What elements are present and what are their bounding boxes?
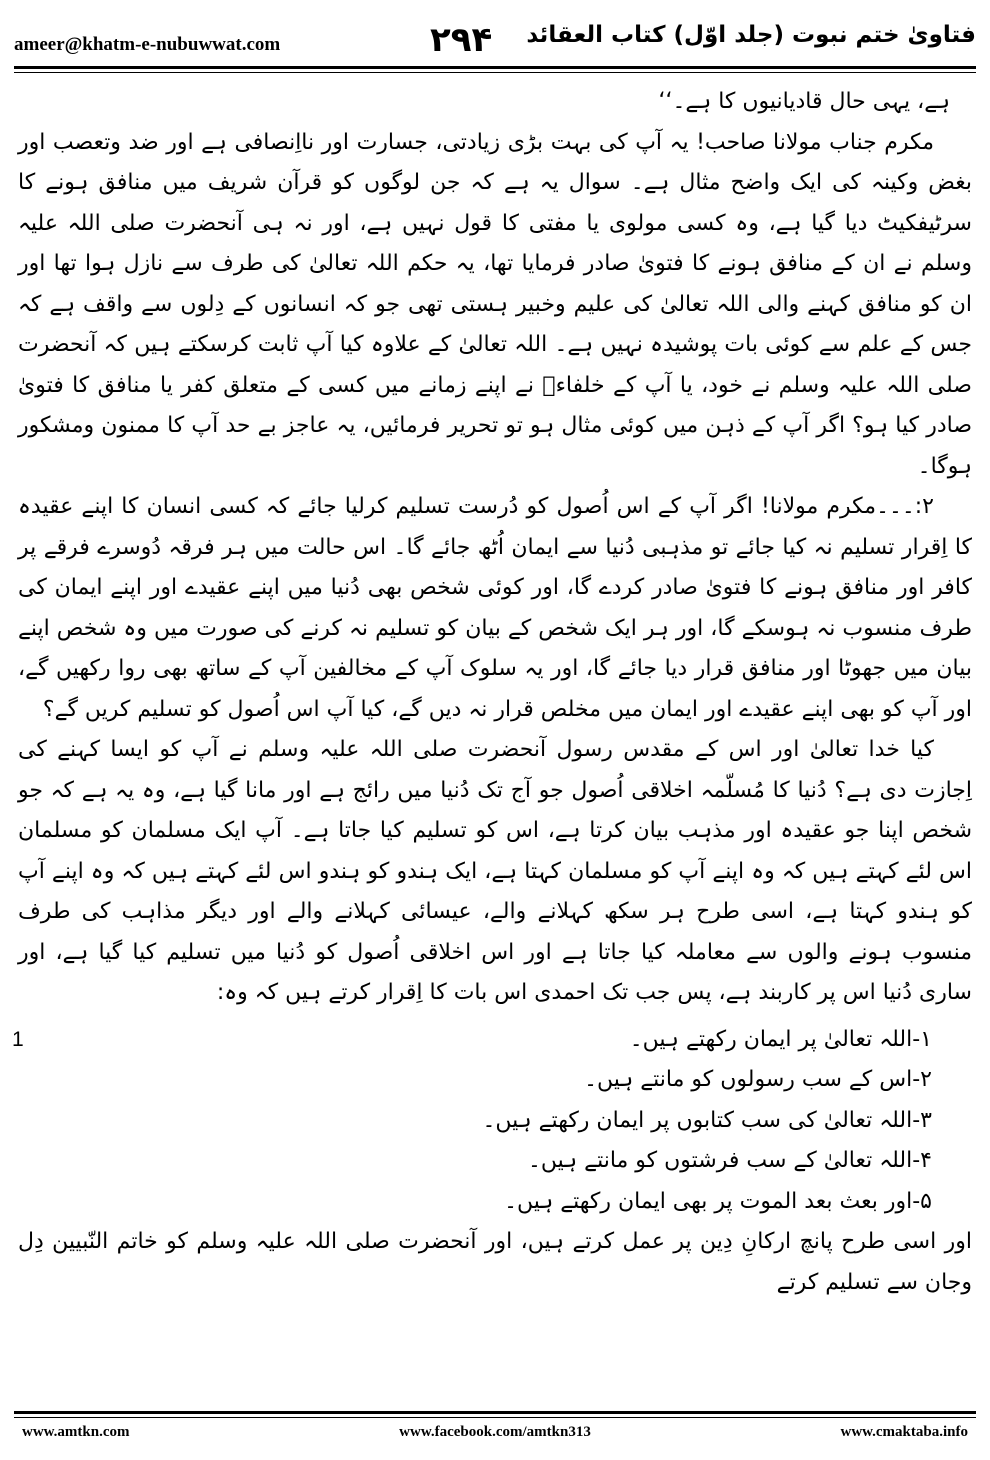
footer-link-facebook[interactable]: www.facebook.com/amtkn313 [399, 1424, 591, 1440]
list-item-text: ۴-اللہ تعالیٰ کے سب فرشتوں کو مانتے ہیں۔ [528, 1148, 932, 1173]
page-footer [14, 1424, 976, 1446]
closing-line: اور اسی طرح پانچ ارکانِ دِین پر عمل کرتے ہیں، اور آنحضرت صلی اللہ علیہ وسلم کو خاتم النّبیین دِل وجان سے تسلیم کرتے [18, 1229, 972, 1295]
book-title: فتاویٰ ختم نبوت (جلد اوّل) کتاب العقائد [526, 22, 976, 48]
belief-list [12, 1020, 972, 1223]
list-item-text: ۳-اللہ تعالیٰ کی سب کتابوں پر ایمان رکھتے ہیں۔ [482, 1107, 932, 1133]
page-header [14, 14, 976, 74]
paragraph: کیا خدا تعالیٰ اور اس کے مقدس رسول آنحضرت صلی اللہ علیہ وسلم نے آپ کو ایسا کہنے کی اِجازت دی ہے؟ دُنیا کا مُسلّمہ اخلاقی اُصول جو آج تک دُنیا میں رائج ہے اور مانا گیا ہے، وہ یہ ہے کہ جو شخص اپنا جو عقیدہ اور مذہب بیان کرتا ہے، اس کو تسلیم کیا جاتا ہے۔ آپ ایک مسلمان کو مسلمان اس لئے کہتے ہیں کہ وہ اپنے آپ کو مسلمان کہتا ہے، ایک ہندو کو ہندو اس لئے کہتے ہیں کہ وہ اپنے آپ کو ہندو کہتا ہے، اسی طرح ہر سکھ کہلانے والے، عیسائی کہلانے والے اور دیگر مذاہب کی طرف منسوب ہونے والوں سے معاملہ کیا جاتا ہے اور اس اخلاقی اُصول کو دُنیا میں تسلیم کیا گیا ہے، اور ساری دُنیا اس پر کاربند ہے، پس جب تک احمدی اس بات کا اِقرار کرتے ہیں کہ وہ: [18, 737, 972, 1005]
list-item [18, 1101, 972, 1142]
list-item [18, 1060, 972, 1101]
page-number: ۲۹۴ [430, 20, 493, 60]
paragraph: ۲:۔۔۔مکرم مولانا! اگر آپ کے اس اُصول کو دُرست تسلیم کرلیا جائے کہ کسی انسان کا اپنے عقیدہ کا اِقرار تسلیم نہ کیا جائے تو مذہبی دُنیا سے ایمان اُٹھ جائے گا۔ اس حالت میں ہر فرقہ دُوسرے فرقے پر کافر اور منافق ہونے کا فتویٰ صادر کردے گا، اور کوئی شخص بھی دُنیا میں اپنے عقیدے اور اپنے ایمان کی طرف منسوب نہ ہوسکے گا، اور ہر ایک شخص کے بیان کو تسلیم نہ کرنے کی صورت میں وہ شخص اپنے بیان میں جھوٹا اور منافق قرار دیا جائے گا، اور یہ سلوک آپ کے مخالفین آپ کے ساتھ بھی روا رکھیں گے، اور آپ کو بھی اپنے عقیدے اور ایمان میں مخلص قرار نہ دیں گے، کیا آپ اس اُصول کو تسلیم کریں گے؟ [18, 494, 972, 722]
paragraph: ہے، یہی حال قادیانیوں کا ہے۔‘‘ [658, 89, 950, 114]
header-rule-thick [14, 66, 976, 69]
footer-rule-thin [14, 1417, 976, 1418]
list-item-text: ۵-اور بعث بعد الموت پر بھی ایمان رکھتے ہیں۔ [504, 1188, 932, 1214]
list-item-text: ۱-اللہ تعالیٰ پر ایمان رکھتے ہیں۔ [629, 1026, 932, 1052]
header-email: ameer@khatm-e-nubuwwat.com [14, 34, 281, 55]
footer-link-amtkn[interactable]: www.amtkn.com [22, 1424, 130, 1440]
list-item [18, 1141, 972, 1182]
footer-rule-thick [14, 1411, 976, 1414]
body-text [12, 82, 972, 1303]
paragraph: مکرم جناب مولانا صاحب! یہ آپ کی بہت بڑی زیادتی، جسارت اور نااِنصافی ہے اور ضد وتعصب اور بغض وکینہ کی ایک واضح مثال ہے۔ سوال یہ ہے کہ جن لوگوں کو قرآن شریف میں منافق ہونے کا سرٹیفکیٹ دیا گیا ہے، وہ کسی مولوی یا مفتی کا قول نہیں ہے، اور نہ ہی آنحضرت صلی اللہ علیہ وسلم نے ان کے منافق ہونے کا فتویٰ صادر فرمایا تھا، یہ حکم اللہ تعالیٰ کی طرف سے نازل ہوا تھا اور ان کو منافق کہنے والی اللہ تعالیٰ کی علیم وخبیر ہستی تھی جو کہ انسانوں کے دِلوں سے واقف ہے کہ جس کے علم سے کوئی بات پوشیدہ نہیں ہے۔ اللہ تعالیٰ کے علاوہ کیا آپ ثابت کرسکتے ہیں کہ آنحضرت صلی اللہ علیہ وسلم نے خود، یا آپ کے خلفاءؓ نے اپنے زمانے میں کسی کے متعلق کفر یا منافق کا فتویٰ صادر کیا ہو؟ اگر آپ کے ذہن میں کوئی مثال ہو تو تحریر فرمائیں، یہ عاجز بے حد آپ کا ممنون ومشکور ہوگا۔ [18, 129, 972, 479]
list-item [12, 1020, 972, 1061]
list-marker: 1 [12, 1027, 24, 1051]
header-rule-thin [14, 72, 976, 73]
footer-link-cmaktaba[interactable]: www.cmaktaba.info [840, 1424, 968, 1440]
list-item-text: ۲-اس کے سب رسولوں کو مانتے ہیں۔ [584, 1067, 932, 1092]
list-item [18, 1182, 972, 1223]
